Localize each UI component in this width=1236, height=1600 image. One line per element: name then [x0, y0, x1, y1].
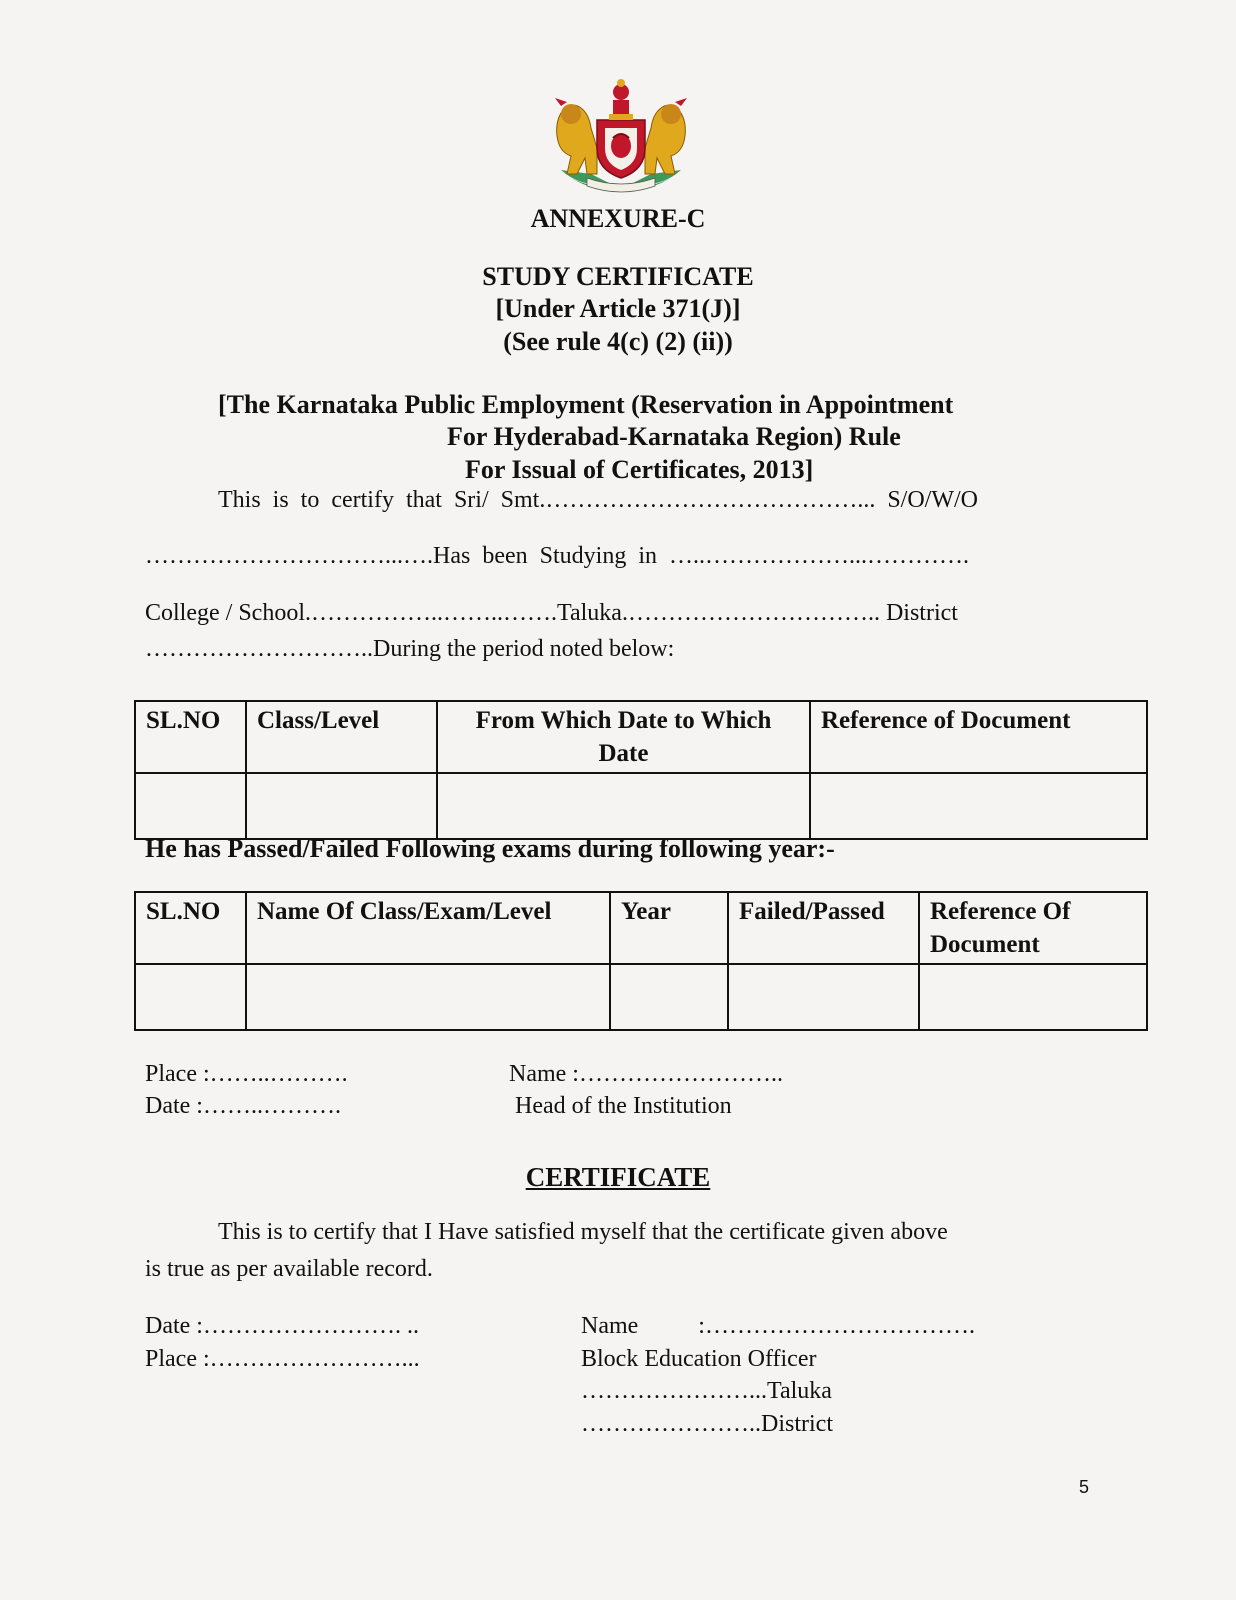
certify-line-2: …………………………...….Has been Studying in …..………………...…………. — [145, 543, 969, 569]
certify-line-3: College / School.……………..……..…….Taluka.………………………….. District — [145, 600, 958, 626]
study-period-table — [134, 700, 1148, 840]
taluka-field: …………………...Taluka — [581, 1378, 832, 1404]
header-cell: Class/Level — [246, 701, 437, 773]
act-title-line-2: For Hyderabad-Karnataka Region) Rule — [447, 422, 901, 451]
table-cell[interactable] — [728, 964, 919, 1030]
document-title: STUDY CERTIFICATE — [482, 262, 754, 291]
head-of-institution-label: Head of the Institution — [515, 1093, 732, 1119]
certify-line-1: This is to certify that Sri/ Smt.…………………………………... S/O/W/O — [218, 487, 978, 513]
table-cell[interactable] — [437, 773, 810, 839]
table-cell[interactable] — [919, 964, 1147, 1030]
act-title-line-1: [The Karnataka Public Employment (Reservation in Appointment — [218, 390, 954, 419]
header-cell: Reference Of Document — [919, 892, 1147, 964]
certificate-heading: CERTIFICATE — [525, 1162, 711, 1192]
page-number: 5 — [1079, 1477, 1090, 1497]
certificate-text-line-2: is true as per available record. — [145, 1256, 433, 1282]
officer-name-field: Name :……………………………. — [581, 1313, 975, 1339]
certify-line-4: ………………………..During the period noted below: — [145, 636, 675, 662]
header-cell: Failed/Passed — [728, 892, 919, 964]
head-name-field: Name :…………………….. — [509, 1061, 783, 1087]
table-cell[interactable] — [135, 773, 246, 839]
header-cell: SL.NO — [135, 701, 246, 773]
rule-reference: (See rule 4(c) (2) (ii)) — [503, 327, 733, 356]
officer-date-field: Date :……………………. .. — [145, 1313, 419, 1339]
table-cell[interactable] — [135, 964, 246, 1030]
district-field: …………………..District — [581, 1411, 833, 1437]
block-education-officer-label: Block Education Officer — [581, 1346, 817, 1372]
table-row — [135, 773, 1147, 839]
place-field: Place :……..………. — [145, 1061, 348, 1087]
karnataka-state-emblem-icon — [551, 78, 691, 203]
exams-table — [134, 891, 1148, 1031]
header-cell: Name Of Class/Exam/Level — [246, 892, 610, 964]
exams-heading: He has Passed/Failed Following exams during following year:- — [145, 834, 835, 863]
header-cell: SL.NO — [135, 892, 246, 964]
article-reference: [Under Article 371(J)] — [495, 294, 741, 323]
header-cell: Year — [610, 892, 728, 964]
table-cell[interactable] — [810, 773, 1147, 839]
date-field: Date :……..………. — [145, 1093, 341, 1119]
officer-place-field: Place :……………………... — [145, 1346, 420, 1372]
table-cell[interactable] — [610, 964, 728, 1030]
certificate-text-line-1: This is to certify that I Have satisfied myself that the certificate given above — [218, 1219, 948, 1245]
table-header-row — [135, 892, 1147, 964]
annexure-label: ANNEXURE-C — [530, 204, 706, 233]
header-cell: From Which Date to Which Date — [437, 701, 810, 773]
table-header-row — [135, 701, 1147, 773]
table-cell[interactable] — [246, 773, 437, 839]
header-cell: Reference of Document — [810, 701, 1147, 773]
table-cell[interactable] — [246, 964, 610, 1030]
act-title-line-3: For Issual of Certificates, 2013] — [465, 455, 814, 484]
table-row — [135, 964, 1147, 1030]
